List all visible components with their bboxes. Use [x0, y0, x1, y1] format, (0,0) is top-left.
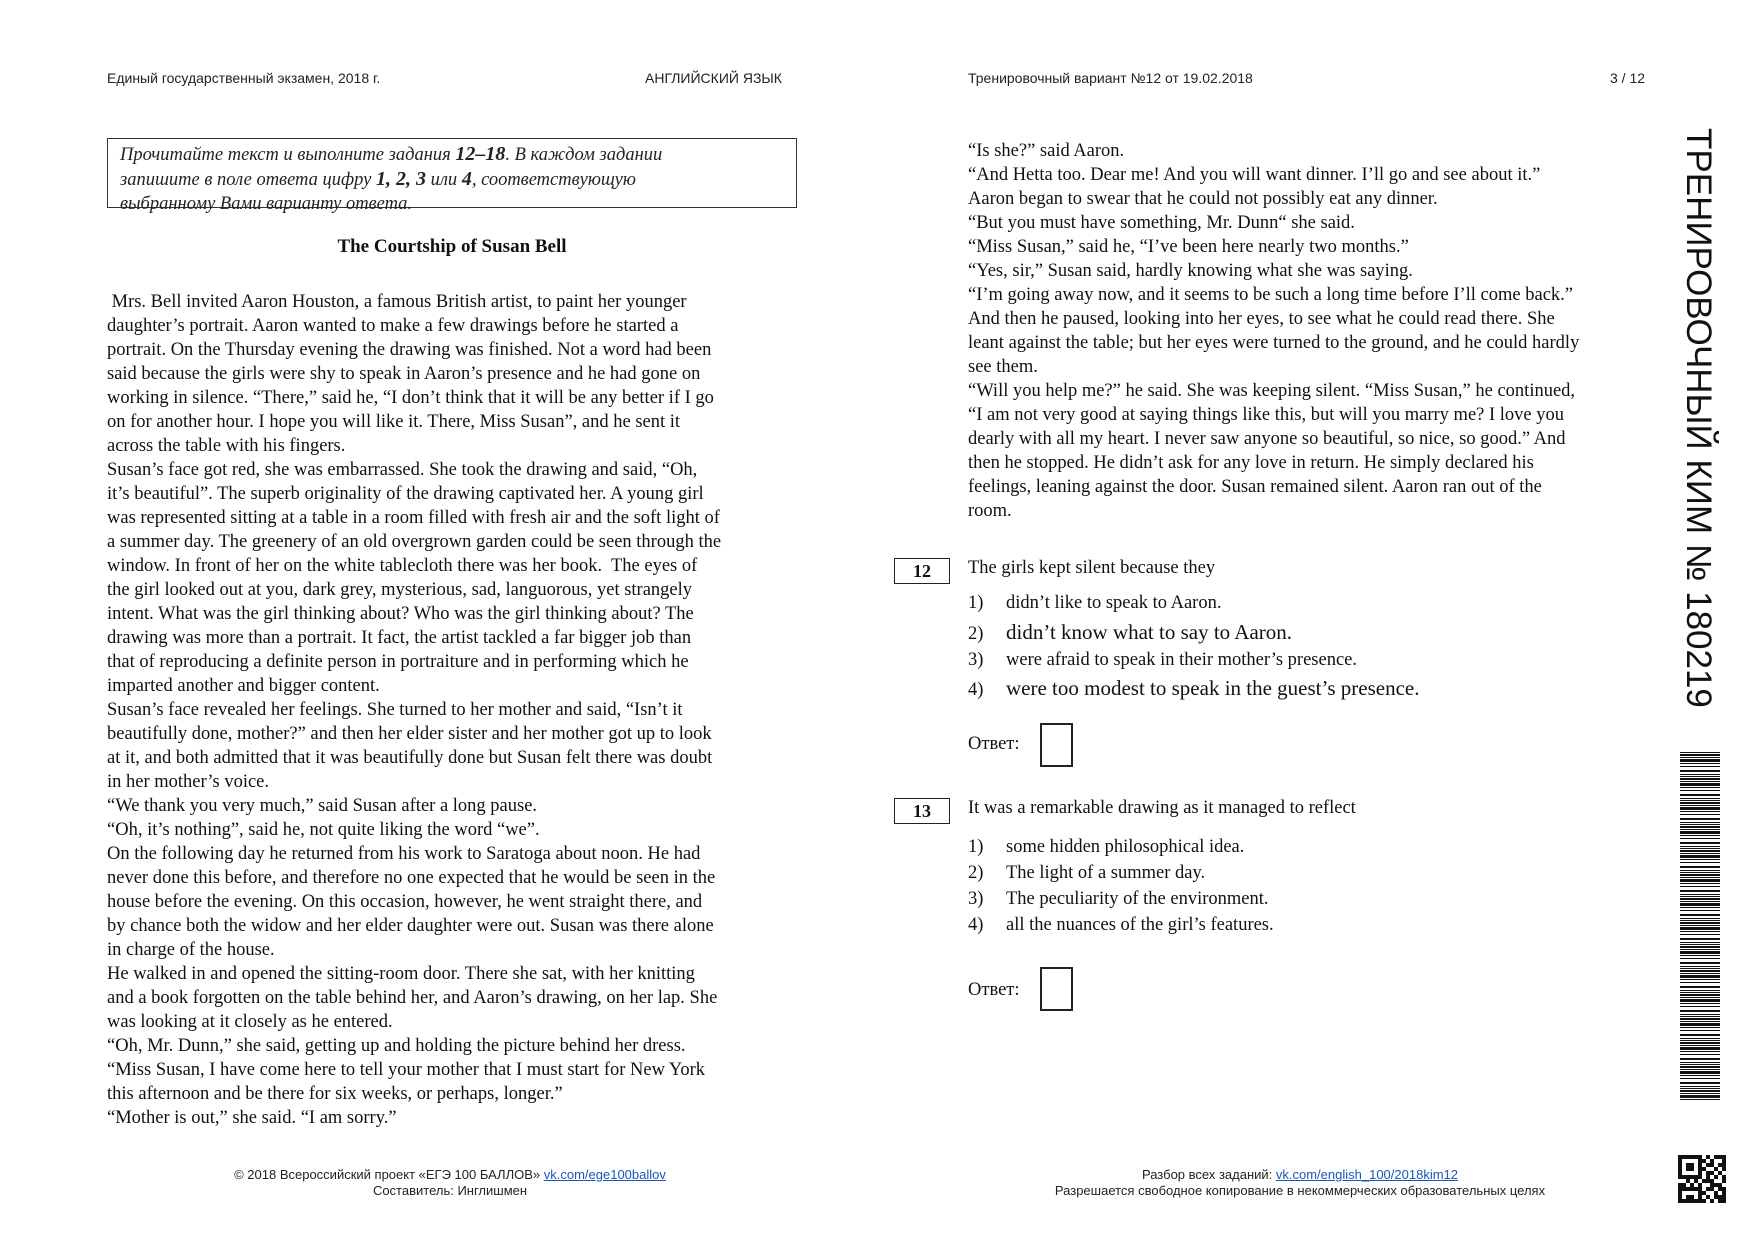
footer-right-line-2: Разрешается свободное копирование в некоммерческих образовательных целях: [1054, 1183, 1546, 1198]
question-13-option-4: 4) all the nuances of the girl’s features.: [968, 915, 1274, 935]
text-line: house before the evening. On this occasion, however, he went straight there, and: [107, 892, 703, 912]
text-line: “I am not very good at saying things like this, but will you marry me? I love you: [968, 405, 1565, 425]
header-page-number: 3 / 12: [1610, 70, 1646, 86]
text-line: He walked in and opened the sitting-room door. There she sat, with her knitting: [107, 964, 695, 984]
task-instruction-box: [107, 138, 797, 214]
question-12-option-1: 1) didn’t like to speak to Aaron.: [968, 593, 1222, 613]
text-line: “Mother is out,” she said. “I am sorry.”: [107, 1108, 397, 1128]
text-line: “We thank you very much,” said Susan after a long pause.: [107, 796, 538, 816]
text-line: “Oh, it’s nothing”, said he, not quite liking the word “we”.: [107, 820, 540, 840]
question-13-answer-box[interactable]: [1040, 967, 1073, 1011]
question-13-stem: It was a remarkable drawing as it managed to reflect: [968, 798, 1356, 818]
header-subject: АНГЛИЙСКИЙ ЯЗЫК: [645, 70, 782, 86]
text-line: window. In front of her on the white tablecloth there was her book. The eyes of: [107, 556, 698, 576]
question-12-number: 12: [894, 558, 950, 584]
text-line: “Will you help me?” he said. She was keeping silent. “Miss Susan,” he continued,: [968, 381, 1576, 401]
barcode-image: [1680, 752, 1720, 1100]
text-line: and a book forgotten on the table behind her, and Aaron’s drawing, on her lap. She: [107, 988, 718, 1008]
text-line: feelings, leaning against the door. Susan remained silent. Aaron ran out of the: [968, 477, 1542, 497]
text-line: “But you must have something, Mr. Dunn“ she said.: [968, 213, 1355, 233]
question-13-answer-label: Ответ:: [968, 980, 1020, 1000]
text-line: drawing was more than a portrait. It fact, the artist tackled a far bigger job than: [107, 628, 692, 648]
instruction-line-1: Прочитайте текст и выполните задания 12–18. В каждом задании: [120, 143, 663, 165]
text-line: beautifully done, mother?” and then her elder sister and her mother got up to look: [107, 724, 712, 744]
text-line: And then he paused, looking into her eyes, to see what he could read there. She: [968, 309, 1555, 329]
text-line: at it, and both admitted that it was beautifully done but Susan felt there was doubt: [107, 748, 713, 768]
text-line: on for another hour. I hope you will like it. There, Miss Susan”, and he sent it: [107, 412, 681, 432]
footer-right: [1000, 1167, 1600, 1199]
text-title: The Courtship of Susan Bell: [337, 236, 567, 257]
question-13-option-2: 2) The light of a summer day.: [968, 863, 1206, 883]
reading-text-left-column: [107, 290, 807, 1130]
footer-left-line-2: Составитель: Инглишмен: [372, 1183, 528, 1198]
footer-analysis-link[interactable]: vk.com/english_100/2018kim12: [1275, 1167, 1458, 1182]
text-line: was looking at it closely as he entered.: [107, 1012, 393, 1032]
text-line: daughter’s portrait. Aaron wanted to make a few drawings before he started a: [107, 316, 679, 336]
header-variant: Тренировочный вариант №12 от 19.02.2018: [968, 70, 1253, 86]
question-12-option-2: 2) didn’t know what to say to Aaron.: [968, 620, 1293, 644]
text-line: dearly with all my heart. I never saw anyone so beautiful, so nice, so good.” And: [968, 429, 1566, 449]
header-exam-title: Единый государственный экзамен, 2018 г.: [107, 70, 381, 86]
text-line: working in silence. “There,” said he, “I don’t think that it will be any better if I go: [107, 388, 714, 408]
text-line: intent. What was the girl thinking about? Who was the girl thinking about? The: [107, 604, 694, 624]
text-line: leant against the table; but her eyes were turned to the ground, and he could hardly: [968, 333, 1580, 353]
question-12-answer-label: Ответ:: [968, 734, 1020, 754]
footer-left-line-1: © 2018 Всероссийский проект «ЕГЭ 100 БАЛЛОВ» vk.com/ege100ballov: [234, 1167, 666, 1182]
vertical-kim-label: [1666, 128, 1730, 728]
text-line: Susan’s face revealed her feelings. She turned to her mother and said, “Isn’t it: [107, 700, 683, 720]
text-line: see them.: [968, 357, 1038, 377]
text-line: “And Hetta too. Dear me! And you will want dinner. I’ll go and see about it.”: [968, 165, 1541, 185]
text-line: “Miss Susan,” said he, “I’ve been here nearly two months.”: [968, 237, 1409, 257]
text-line: Aaron began to swear that he could not possibly eat any dinner.: [968, 189, 1438, 209]
text-line: “Is she?” said Aaron.: [968, 141, 1125, 161]
text-line: the girl looked out at you, dark grey, mysterious, sad, languorous, yet strangely: [107, 580, 693, 600]
vertical-kim-label-text: ТРЕНИРОВОЧНЫЙ КИМ № 180219: [1679, 128, 1718, 708]
text-line: never done this before, and therefore no one expected that he would be seen in the: [107, 868, 716, 888]
text-line: “Yes, sir,” Susan said, hardly knowing what she was saying.: [968, 261, 1413, 281]
text-line: “Miss Susan, I have come here to tell your mother that I must start for New York: [107, 1060, 706, 1080]
text-line: “Oh, Mr. Dunn,” she said, getting up and holding the picture behind her dress.: [107, 1036, 686, 1056]
text-line: was represented sitting at a table in a room filled with fresh air and the soft light of: [107, 508, 720, 528]
text-line: imparted another and bigger content.: [107, 676, 380, 696]
text-line: “I’m going away now, and it seems to be such a long time before I’ll come back.”: [968, 285, 1573, 305]
instruction-line-2: запишите в поле ответа цифру 1, 2, 3 или 4, соответствующую: [120, 168, 636, 190]
text-line: in her mother’s voice.: [107, 772, 270, 792]
question-12-answer-box[interactable]: [1040, 723, 1073, 767]
text-line: a summer day. The greenery of an old overgrown garden could be seen through the: [107, 532, 722, 552]
footer-vk-project-link[interactable]: vk.com/ege100ballov: [543, 1167, 666, 1182]
text-line: across the table with his fingers.: [107, 436, 346, 456]
question-13-option-3: 3) The peculiarity of the environment.: [968, 889, 1269, 909]
text-line: it’s beautiful”. The superb originality of the drawing captivated her. A young girl: [107, 484, 704, 504]
footer-left: [180, 1167, 720, 1199]
footer-right-line-1: Разбор всех заданий: vk.com/english_100/2018kim12: [1141, 1167, 1458, 1182]
reading-text-right-column: [968, 139, 1670, 523]
text-line: portrait. On the Thursday evening the drawing was finished. Not a word had been: [107, 340, 712, 360]
text-line: On the following day he returned from his work to Saratoga about noon. He had: [107, 844, 701, 864]
question-13-number: 13: [894, 798, 950, 824]
text-line: this afternoon and be there for six weeks, or perhaps, longer.”: [107, 1084, 563, 1104]
text-line: Susan’s face got red, she was embarrassed. She took the drawing and said, “Oh,: [107, 460, 698, 480]
question-13-option-1: 1) some hidden philosophical idea.: [968, 837, 1245, 857]
text-line: Mrs. Bell invited Aaron Houston, a famous British artist, to paint her younger: [107, 292, 687, 312]
text-line: that of reproducing a definite person in portraiture and in performing which he: [107, 652, 689, 672]
text-line: said because the girls were shy to speak in Aaron’s presence and he had gone on: [107, 364, 701, 384]
text-line: in charge of the house.: [107, 940, 275, 960]
instruction-line-3: выбранному Вами варианту ответа.: [120, 194, 413, 214]
qr-code-image: [1678, 1155, 1726, 1203]
question-12-option-3: 3) were afraid to speak in their mother’s presence.: [968, 650, 1358, 670]
text-line: then he stopped. He didn’t ask for any love in return. He simply declared his: [968, 453, 1534, 473]
text-line: room.: [968, 501, 1012, 521]
text-line: by chance both the widow and her elder daughter were out. Susan was there alone: [107, 916, 714, 936]
question-12-option-4: 4) were too modest to speak in the guest’s presence.: [968, 676, 1420, 700]
question-12-stem: The girls kept silent because they: [968, 558, 1216, 578]
